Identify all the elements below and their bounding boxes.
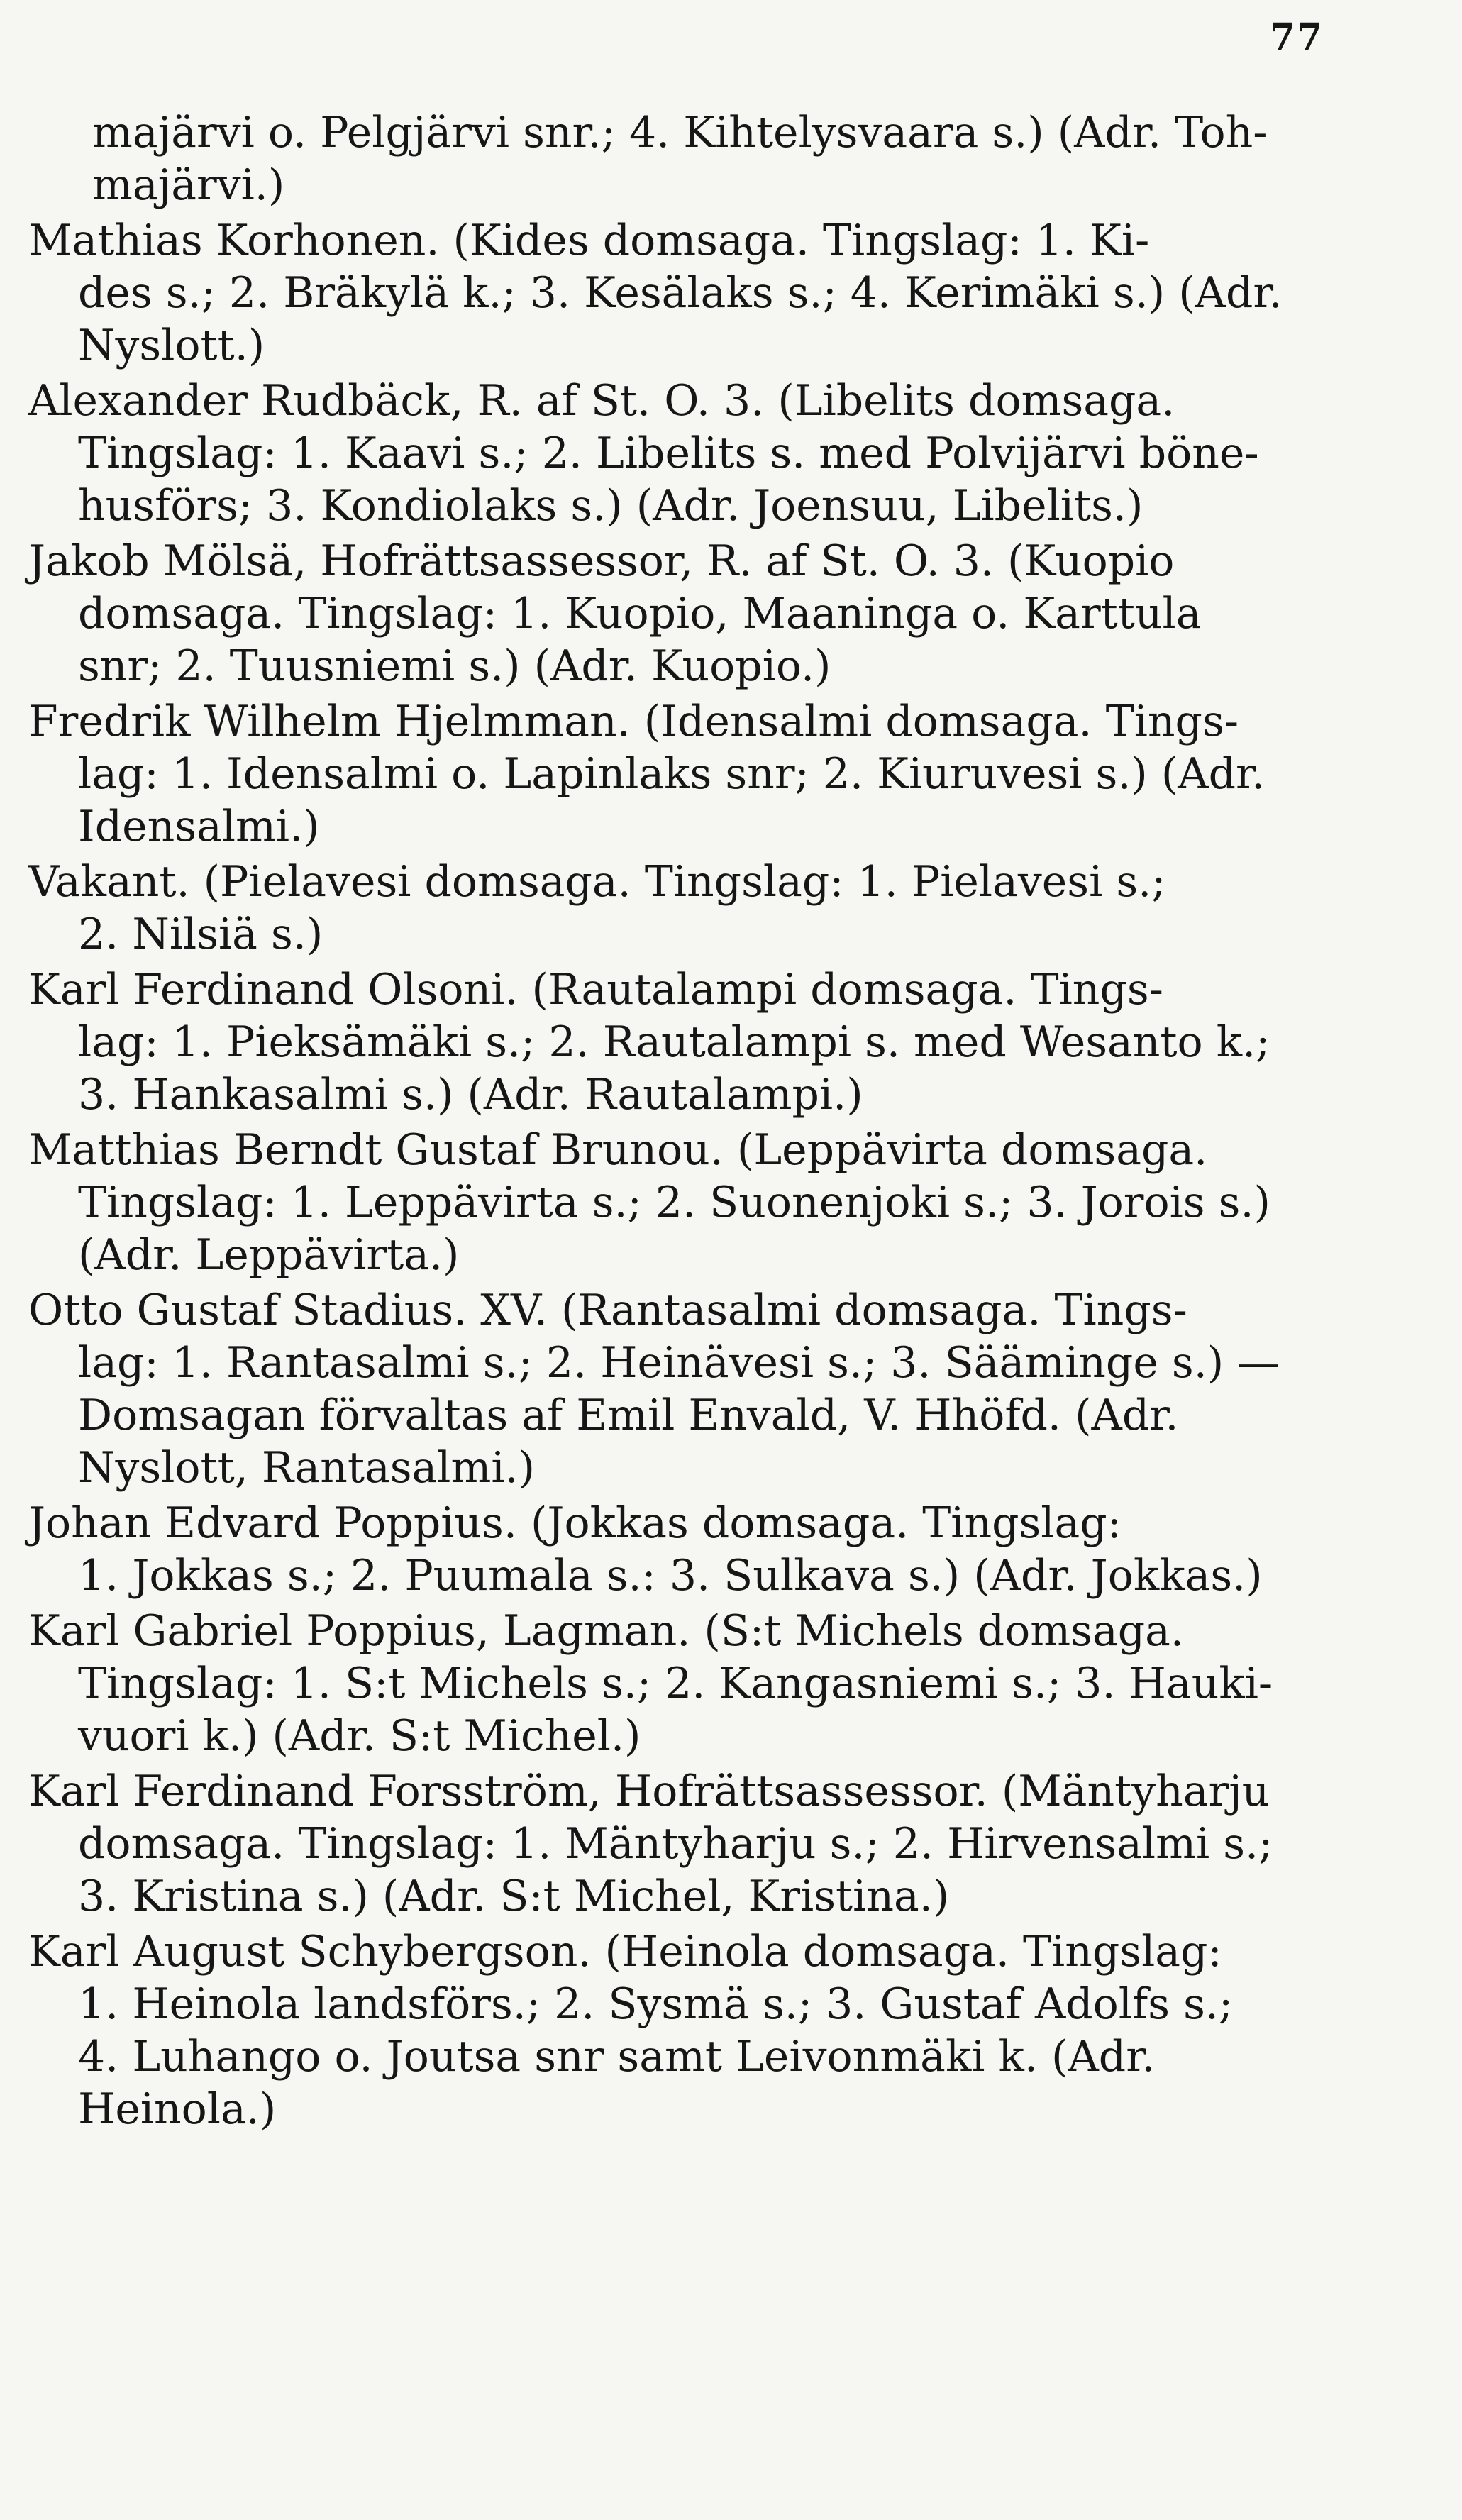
entry-line: snr; 2. Tuusniemi s.) (Adr. Kuopio.): [78, 641, 831, 691]
entry-line: husförs; 3. Kondiolaks s.) (Adr. Joensuu, Libelits.): [78, 481, 1143, 531]
entry: [28, 963, 1422, 1121]
entry: [28, 1497, 1422, 1602]
entry: [28, 375, 1422, 532]
entry: [28, 1605, 1422, 1762]
entry-line: vuori k.) (Adr. S:t Michel.): [78, 1711, 641, 1761]
entry-line: Johan Edvard Poppius. (Jokkas domsaga. Tingslag:: [28, 1498, 1122, 1548]
entry-line: Karl Ferdinand Olsoni. (Rautalampi domsaga. Tings-: [28, 965, 1163, 1015]
entry-line: Karl Ferdinand Forsström, Hofrättsassessor. (Mäntyharju: [28, 1767, 1270, 1816]
entry-line: Nyslott, Rantasalmi.): [78, 1443, 536, 1493]
entry: [28, 695, 1422, 853]
entry-line: Jakob Mölsä, Hofrättsassessor, R. af St. O. 3. (Kuopio: [28, 536, 1175, 586]
entry: [28, 214, 1422, 372]
entry-line: Tingslag: 1. Leppävirta s.; 2. Suonenjoki s.; 3. Jorois s.): [78, 1178, 1270, 1227]
entry: [28, 1765, 1422, 1923]
entry-line: Domsagan förvaltas af Emil Envald, V. Hhöfd. (Adr.: [78, 1391, 1179, 1440]
entry-line: 3. Kristina s.) (Adr. S:t Michel, Kristina.): [78, 1872, 950, 1921]
entries-list: [28, 106, 1422, 2138]
entry-line: lag: 1. Idensalmi o. Lapinlaks snr; 2. Kiuruvesi s.) (Adr.: [78, 749, 1266, 799]
entry-line: Karl August Schybergson. (Heinola domsaga. Tingslag:: [28, 1927, 1222, 1977]
entry-line: lag: 1. Rantasalmi s.; 2. Heinävesi s.; 3. Sääminge s.) —: [78, 1338, 1280, 1388]
entry-line: Matthias Berndt Gustaf Brunou. (Leppävirta domsaga.: [28, 1125, 1208, 1175]
entry-line: 4. Luhango o. Joutsa snr samt Leivonmäki k. (Adr.: [78, 2032, 1156, 2082]
entry-line: domsaga. Tingslag: 1. Mäntyharju s.; 2. Hirvensalmi s.;: [78, 1819, 1273, 1869]
entry: [28, 856, 1422, 961]
entry-line: majärvi o. Pelgjärvi snr.; 4. Kihtelysvaara s.) (Adr. Toh-: [92, 108, 1268, 158]
entry: [28, 1925, 1422, 2135]
page-number: 77: [1270, 16, 1324, 59]
entry: [28, 106, 1422, 211]
entry-line: Tingslag: 1. S:t Michels s.; 2. Kangasniemi s.; 3. Hauki-: [78, 1659, 1273, 1708]
entry-line: 1. Jokkas s.; 2. Puumala s.: 3. Sulkava s.) (Adr. Jokkas.): [78, 1551, 1263, 1601]
entry-line: Heinola.): [78, 2084, 277, 2134]
entry-line: Vakant. (Pielavesi domsaga. Tingslag: 1. Pielavesi s.;: [28, 857, 1166, 907]
entry: [28, 1284, 1422, 1494]
entry-line: lag: 1. Pieksämäki s.; 2. Rautalampi s. med Wesanto k.;: [78, 1017, 1270, 1067]
entry-line: Karl Gabriel Poppius, Lagman. (S:t Michels domsaga.: [28, 1606, 1184, 1656]
entry-line: Fredrik Wilhelm Hjelmman. (Idensalmi domsaga. Tings-: [28, 697, 1239, 746]
entry-line: Tingslag: 1. Kaavi s.; 2. Libelits s. med Polvijärvi böne-: [78, 429, 1259, 478]
entry: [28, 535, 1422, 692]
entry-line: (Adr. Leppävirta.): [78, 1230, 460, 1280]
entry-line: domsaga. Tingslag: 1. Kuopio, Maaninga o. Karttula: [78, 589, 1202, 639]
entry-line: majärvi.): [92, 160, 285, 210]
entry-line: Nyslott.): [78, 321, 265, 370]
entry-line: Otto Gustaf Stadius. XV. (Rantasalmi domsaga. Tings-: [28, 1286, 1187, 1335]
entry-line: des s.; 2. Bräkylä k.; 3. Kesälaks s.; 4. Kerimäki s.) (Adr.: [78, 268, 1283, 318]
entry-line: Idensalmi.): [78, 802, 320, 851]
entry-line: Mathias Korhonen. (Kides domsaga. Tingslag: 1. Ki-: [28, 216, 1150, 265]
entry: [28, 1124, 1422, 1281]
entry-line: 2. Nilsiä s.): [78, 910, 323, 959]
entry-line: 3. Hankasalmi s.) (Adr. Rautalampi.): [78, 1070, 863, 1120]
entry-line: 1. Heinola landsförs.; 2. Sysmä s.; 3. Gustaf Adolfs s.;: [78, 1979, 1234, 2029]
entry-line: Alexander Rudbäck, R. af St. O. 3. (Libelits domsaga.: [28, 376, 1175, 426]
